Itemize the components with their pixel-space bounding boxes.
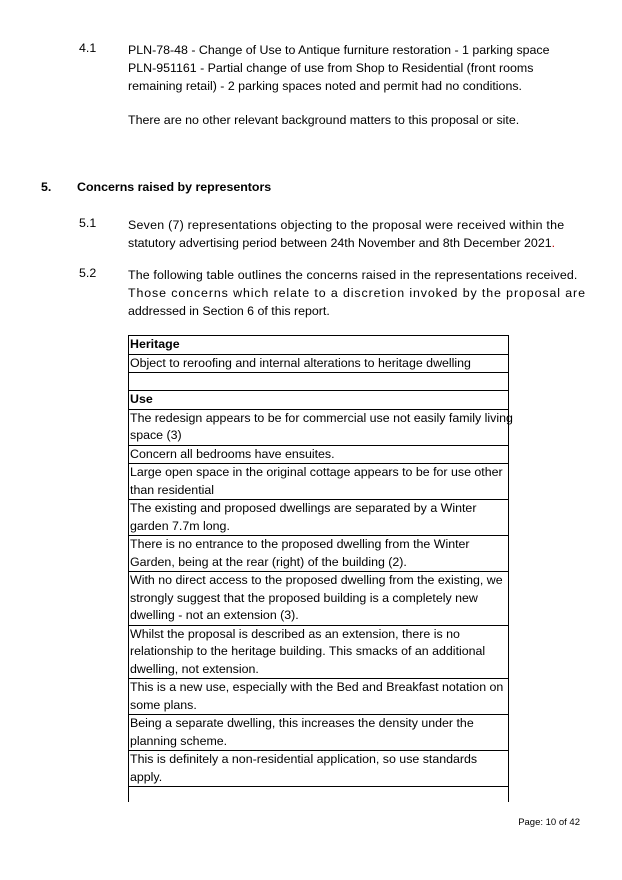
use-concern bbox=[129, 572, 509, 626]
cell-line: With no direct access to the proposed dwelling from the existing, we bbox=[130, 573, 503, 587]
para-5-1-line: Seven (7) representations objecting to the proposal were received within the bbox=[128, 218, 565, 232]
concerns-table bbox=[128, 335, 513, 802]
cell-line: This is definitely a non-residential application, so use standards bbox=[130, 752, 478, 766]
cell-line: The existing and proposed dwellings are separated by a Winter bbox=[130, 501, 477, 515]
cell-line: relationship to the heritage building. This smacks of an additional bbox=[130, 644, 486, 658]
table-row bbox=[129, 625, 509, 679]
page-number: Page: 10 of 42 bbox=[518, 817, 580, 828]
cell-line: Concern all bedrooms have ensuites. bbox=[130, 446, 335, 461]
cell-line: The redesign appears to be for commercial use not easily family living bbox=[130, 410, 513, 425]
continued-row bbox=[129, 787, 509, 803]
heritage-heading: Heritage bbox=[129, 336, 509, 355]
use-concern bbox=[129, 445, 509, 464]
table-row bbox=[129, 336, 509, 355]
table-row bbox=[129, 391, 509, 410]
use-concern bbox=[129, 625, 509, 679]
cell-line: Large open space in the original cottage appears to be for use other bbox=[130, 465, 503, 479]
table-row bbox=[129, 679, 509, 715]
table-row bbox=[129, 500, 509, 536]
table-row bbox=[129, 354, 509, 373]
cell-line: This is a new use, especially with the Bed and Breakfast notation on bbox=[130, 680, 504, 694]
para-5-1-number: 5.1 bbox=[79, 216, 97, 230]
cell-line: space (3) bbox=[130, 428, 182, 442]
background-note: There are no other relevant background matters to this proposal or site. bbox=[128, 113, 520, 127]
para-5-1-line bbox=[128, 234, 580, 252]
table-row bbox=[129, 536, 509, 572]
use-concern bbox=[129, 409, 513, 445]
para-4-1-number: 4.1 bbox=[79, 41, 97, 55]
cell-line: strongly suggest that the proposed building is a completely new bbox=[130, 590, 478, 605]
para-5-2-line: The following table outlines the concerns raised in the representations received. bbox=[128, 268, 578, 282]
use-concern bbox=[129, 536, 509, 572]
blank-row bbox=[129, 373, 509, 391]
para-5-2-number: 5.2 bbox=[79, 266, 97, 280]
para-4-1-line: PLN-951161 - Partial change of use from Shop to Residential (front rooms bbox=[128, 61, 534, 75]
table-row bbox=[129, 464, 509, 500]
para-5-2-line: addressed in Section 6 of this report. bbox=[128, 304, 330, 318]
cell-line: dwelling, not extension. bbox=[130, 661, 259, 676]
cell-line: apply. bbox=[130, 769, 163, 784]
use-concern bbox=[129, 751, 509, 787]
para-5-2-line: Those concerns which relate to a discretion invoked by the proposal are bbox=[128, 286, 586, 300]
table-row bbox=[129, 715, 509, 751]
cell-line: garden 7.7m long. bbox=[130, 518, 230, 533]
use-concern bbox=[129, 464, 509, 500]
para-5-1-body bbox=[128, 216, 580, 252]
cell-line: than residential bbox=[130, 482, 215, 497]
cell-line: Being a separate dwelling, this increases the density under the bbox=[130, 716, 474, 730]
table-row bbox=[129, 751, 509, 787]
table-row bbox=[129, 572, 509, 626]
para-5-2-body bbox=[128, 266, 586, 320]
heritage-concern: Object to reroofing and internal alterations to heritage dwelling bbox=[129, 354, 509, 373]
table-row bbox=[129, 787, 509, 803]
use-concern bbox=[129, 679, 509, 715]
section-5-number: 5. bbox=[41, 180, 52, 194]
cell-line: Garden, being at the rear (right) of the building (2). bbox=[130, 554, 407, 569]
table-row bbox=[129, 373, 509, 391]
cell-line: Whilst the proposal is described as an extension, there is no bbox=[130, 626, 460, 641]
para-4-1-line: remaining retail) - 2 parking spaces noted and permit had no conditions. bbox=[128, 79, 522, 93]
use-heading: Use bbox=[129, 391, 509, 410]
cell-line: planning scheme. bbox=[130, 733, 228, 748]
para-5-1-line-end: . bbox=[551, 236, 556, 250]
para-5-1-line-text: statutory advertising period between 24th November and 8th December 2021 bbox=[128, 236, 552, 250]
cell-line: dwelling - not an extension (3). bbox=[130, 608, 299, 622]
para-4-1-body bbox=[128, 41, 580, 95]
cell-line: some plans. bbox=[130, 697, 197, 712]
use-concern bbox=[129, 715, 509, 751]
section-5-title: Concerns raised by representors bbox=[77, 180, 272, 194]
cell-line: There is no entrance to the proposed dwelling from the Winter bbox=[130, 537, 470, 551]
table-row bbox=[129, 409, 509, 445]
use-concern bbox=[129, 500, 509, 536]
table-row bbox=[129, 445, 509, 464]
para-4-1-line: PLN-78-48 - Change of Use to Antique furniture restoration - 1 parking space bbox=[128, 43, 550, 57]
